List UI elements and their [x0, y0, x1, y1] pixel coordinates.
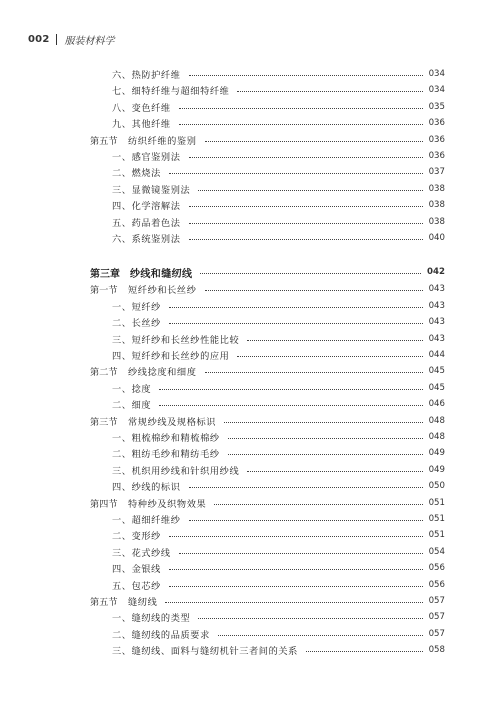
toc-entry-title: 一、缝纫线的类型: [112, 613, 191, 625]
toc-entry-page: 036: [428, 118, 445, 129]
page-number: 002: [28, 33, 50, 45]
dot-leader: [224, 422, 423, 423]
toc-entry-title: 纱线和缝纫线: [130, 268, 193, 280]
toc-entry-title: 二、变形纱: [112, 531, 161, 543]
toc-entry-title: 二、细度: [112, 400, 152, 412]
toc-entry-page: 037: [428, 167, 445, 178]
toc-entry-page: 036: [428, 134, 445, 145]
dot-leader: [247, 471, 423, 472]
toc-entry-title: 二、缝纫线的品质要求: [112, 629, 210, 641]
toc-entry-page: 036: [428, 151, 445, 161]
dot-leader: [169, 323, 423, 324]
dot-leader: [189, 157, 423, 158]
toc-entry-section[interactable]: [0, 495, 500, 511]
toc-entry-page: 034: [428, 69, 445, 79]
toc-entry-title: 七、细特纤维与超细特纤维: [112, 86, 230, 98]
toc-entry-page: 056: [428, 563, 445, 574]
toc-entry-title: 一、短纤纱: [112, 301, 161, 313]
toc-entry-page: 057: [428, 596, 445, 606]
toc-entry-page: 048: [428, 415, 445, 426]
dot-leader: [159, 389, 423, 390]
dot-leader: [205, 372, 423, 373]
dot-leader: [169, 569, 423, 570]
toc-entry-page: 058: [428, 645, 445, 656]
toc-entry-title: 短纤纱和长丝纱: [128, 285, 197, 297]
toc-entry-title: 一、捻度: [112, 383, 152, 395]
toc-entry-item[interactable]: [0, 429, 500, 445]
dot-leader: [159, 405, 423, 406]
dot-leader: [169, 536, 423, 537]
toc-entry-page: 057: [428, 628, 445, 639]
dot-leader: [228, 438, 423, 439]
toc-entry-section[interactable]: [0, 363, 500, 379]
dot-leader: [247, 340, 423, 341]
toc-entry-title: 二、长丝纱: [112, 318, 161, 330]
toc-entry-page: 045: [428, 382, 445, 393]
running-header: [28, 32, 114, 46]
header-divider: [56, 34, 57, 45]
dot-leader: [189, 520, 423, 521]
toc-entry-title: 一、粗梳棉纱和精梳棉纱: [112, 433, 220, 444]
book-title: 服装材料学: [64, 35, 115, 47]
toc-entry-page: 038: [428, 183, 445, 194]
toc-entry-number: 第二节: [90, 367, 118, 379]
toc-entry-item[interactable]: [0, 148, 500, 164]
dot-leader: [198, 190, 423, 191]
toc-entry-title: 一、超细纤维纱: [112, 515, 181, 526]
toc-entry-item[interactable]: [0, 626, 500, 642]
dot-leader: [189, 239, 423, 240]
dot-leader: [200, 273, 421, 274]
dot-leader: [205, 290, 423, 291]
toc-entry-section[interactable]: [0, 132, 500, 148]
dot-leader: [169, 173, 423, 174]
toc-entry-page: 049: [428, 464, 445, 475]
toc-entry-title: 纱线捻度和细度: [128, 367, 197, 379]
toc-entry-title: 纺织纤维的鉴别: [128, 135, 197, 147]
toc-entry-item[interactable]: [0, 511, 500, 527]
toc-entry-title: 五、药品着色法: [112, 217, 181, 229]
toc-entry-title: 三、显微镜鉴别法: [112, 184, 191, 196]
toc-entry-title: 一、感官鉴别法: [112, 152, 181, 163]
toc-entry-page: 045: [428, 366, 445, 377]
dot-leader: [179, 124, 423, 125]
dot-leader: [198, 618, 423, 619]
toc-entry-number: 第三章: [90, 268, 120, 280]
toc-entry-item[interactable]: [0, 164, 500, 180]
toc-entry-page: 038: [428, 216, 445, 227]
toc-entry-page: 043: [428, 317, 445, 328]
toc-entry-item[interactable]: [0, 331, 500, 347]
toc-entry-item[interactable]: [0, 445, 500, 461]
toc-entry-page: 043: [428, 333, 445, 344]
toc-entry-item[interactable]: [0, 527, 500, 543]
toc-entry-title: 八、变色纤维: [112, 102, 171, 114]
toc-entry-number: 第一节: [90, 285, 118, 297]
toc-entry-page: 034: [428, 85, 445, 96]
toc-entry-page: 043: [428, 300, 445, 311]
toc-entry-item[interactable]: [0, 577, 500, 593]
toc-entry-title: 常规纱线及规格标识: [128, 416, 217, 428]
toc-entry-item[interactable]: [0, 214, 500, 230]
dot-leader: [218, 635, 423, 636]
toc-entry-item[interactable]: [0, 560, 500, 576]
dot-leader: [189, 206, 423, 207]
dot-leader: [228, 454, 423, 455]
toc-entry-number: 第五节: [90, 597, 118, 608]
dot-leader: [179, 553, 423, 554]
toc-entry-item[interactable]: [0, 380, 500, 396]
toc-entry-chapter[interactable]: [0, 264, 500, 280]
toc-entry-title: 三、花式纱线: [112, 547, 171, 559]
toc-entry-title: 特种纱及织物效果: [128, 498, 207, 510]
toc-entry-item[interactable]: [0, 230, 500, 246]
toc-entry-item[interactable]: [0, 99, 500, 115]
toc-entry-page: 051: [428, 530, 445, 541]
toc-entry-number: 第五节: [90, 135, 118, 147]
toc-entry-item[interactable]: [0, 197, 500, 213]
toc-entry-page: 048: [428, 432, 445, 442]
toc-entry-item[interactable]: [0, 544, 500, 560]
toc-entry-title: 九、其他纤维: [112, 119, 171, 131]
toc-entry-number: 第四节: [90, 498, 118, 510]
toc-entry-page: 054: [428, 546, 445, 557]
toc-entry-item[interactable]: [0, 181, 500, 197]
dot-leader: [189, 223, 423, 224]
toc-entry-item[interactable]: [0, 478, 500, 494]
toc-entry-title: 四、金银线: [112, 564, 161, 576]
toc-entry-page: 043: [428, 284, 445, 295]
dot-leader: [237, 356, 423, 357]
toc-entry-page: 038: [428, 200, 445, 211]
toc-entry-section[interactable]: [0, 281, 500, 297]
toc-entry-item[interactable]: [0, 314, 500, 330]
toc-entry-item[interactable]: [0, 298, 500, 314]
toc-entry-item[interactable]: [0, 642, 500, 658]
toc-entry-title: 三、短纤纱和长丝纱性能比较: [112, 334, 240, 346]
toc-entry-page: 056: [428, 579, 445, 590]
toc-entry-page: 057: [428, 612, 445, 623]
toc-entry-title: 缝纫线: [128, 597, 158, 608]
toc-entry-section[interactable]: [0, 413, 500, 429]
toc-entry-number: 第三节: [90, 416, 118, 428]
toc-entry-title: 五、包芯纱: [112, 580, 161, 592]
toc-entry-page: 049: [428, 448, 445, 459]
toc-entry-title: 四、纱线的标识: [112, 482, 181, 494]
dot-leader: [169, 586, 423, 587]
toc-entry-item[interactable]: [0, 82, 500, 98]
dot-leader: [179, 108, 423, 109]
toc-entry-item[interactable]: [0, 66, 500, 82]
dot-leader: [237, 91, 423, 92]
toc-entry-page: 051: [428, 514, 445, 524]
toc-entry-page: 042: [427, 267, 445, 278]
dot-leader: [214, 504, 423, 505]
toc-entry-item[interactable]: [0, 347, 500, 363]
toc-entry-item[interactable]: [0, 462, 500, 478]
toc-entry-title: 四、化学溶解法: [112, 201, 181, 213]
toc-entry-item[interactable]: [0, 115, 500, 131]
dot-leader: [165, 602, 423, 603]
toc-entry-title: 三、机织用纱线和针织用纱线: [112, 465, 240, 477]
toc-entry-title: 六、系统鉴别法: [112, 234, 181, 245]
toc-entry-page: 040: [428, 233, 445, 243]
dot-leader: [189, 75, 423, 76]
toc-entry-title: 二、燃烧法: [112, 168, 161, 180]
toc-entry-page: 050: [428, 481, 445, 492]
toc-entry-title: 二、粗纺毛纱和精纺毛纱: [112, 449, 220, 461]
toc-entry-section[interactable]: [0, 593, 500, 609]
toc-entry-page: 051: [428, 497, 445, 508]
toc-entry-title: 四、短纤纱和长丝纱的应用: [112, 351, 230, 362]
dot-leader: [189, 487, 423, 488]
dot-leader: [306, 651, 423, 652]
toc-entry-item[interactable]: [0, 609, 500, 625]
toc-entry-title: 六、热防护纤维: [112, 70, 181, 81]
dot-leader: [169, 307, 423, 308]
toc-entry-page: 035: [428, 101, 445, 112]
toc-entry-page: 046: [428, 399, 445, 410]
toc-entry-item[interactable]: [0, 396, 500, 412]
dot-leader: [205, 141, 423, 142]
toc-entry-page: 044: [428, 350, 445, 360]
toc-entry-title: 三、缝纫线、面料与缝纫机针三者间的关系: [112, 646, 298, 658]
